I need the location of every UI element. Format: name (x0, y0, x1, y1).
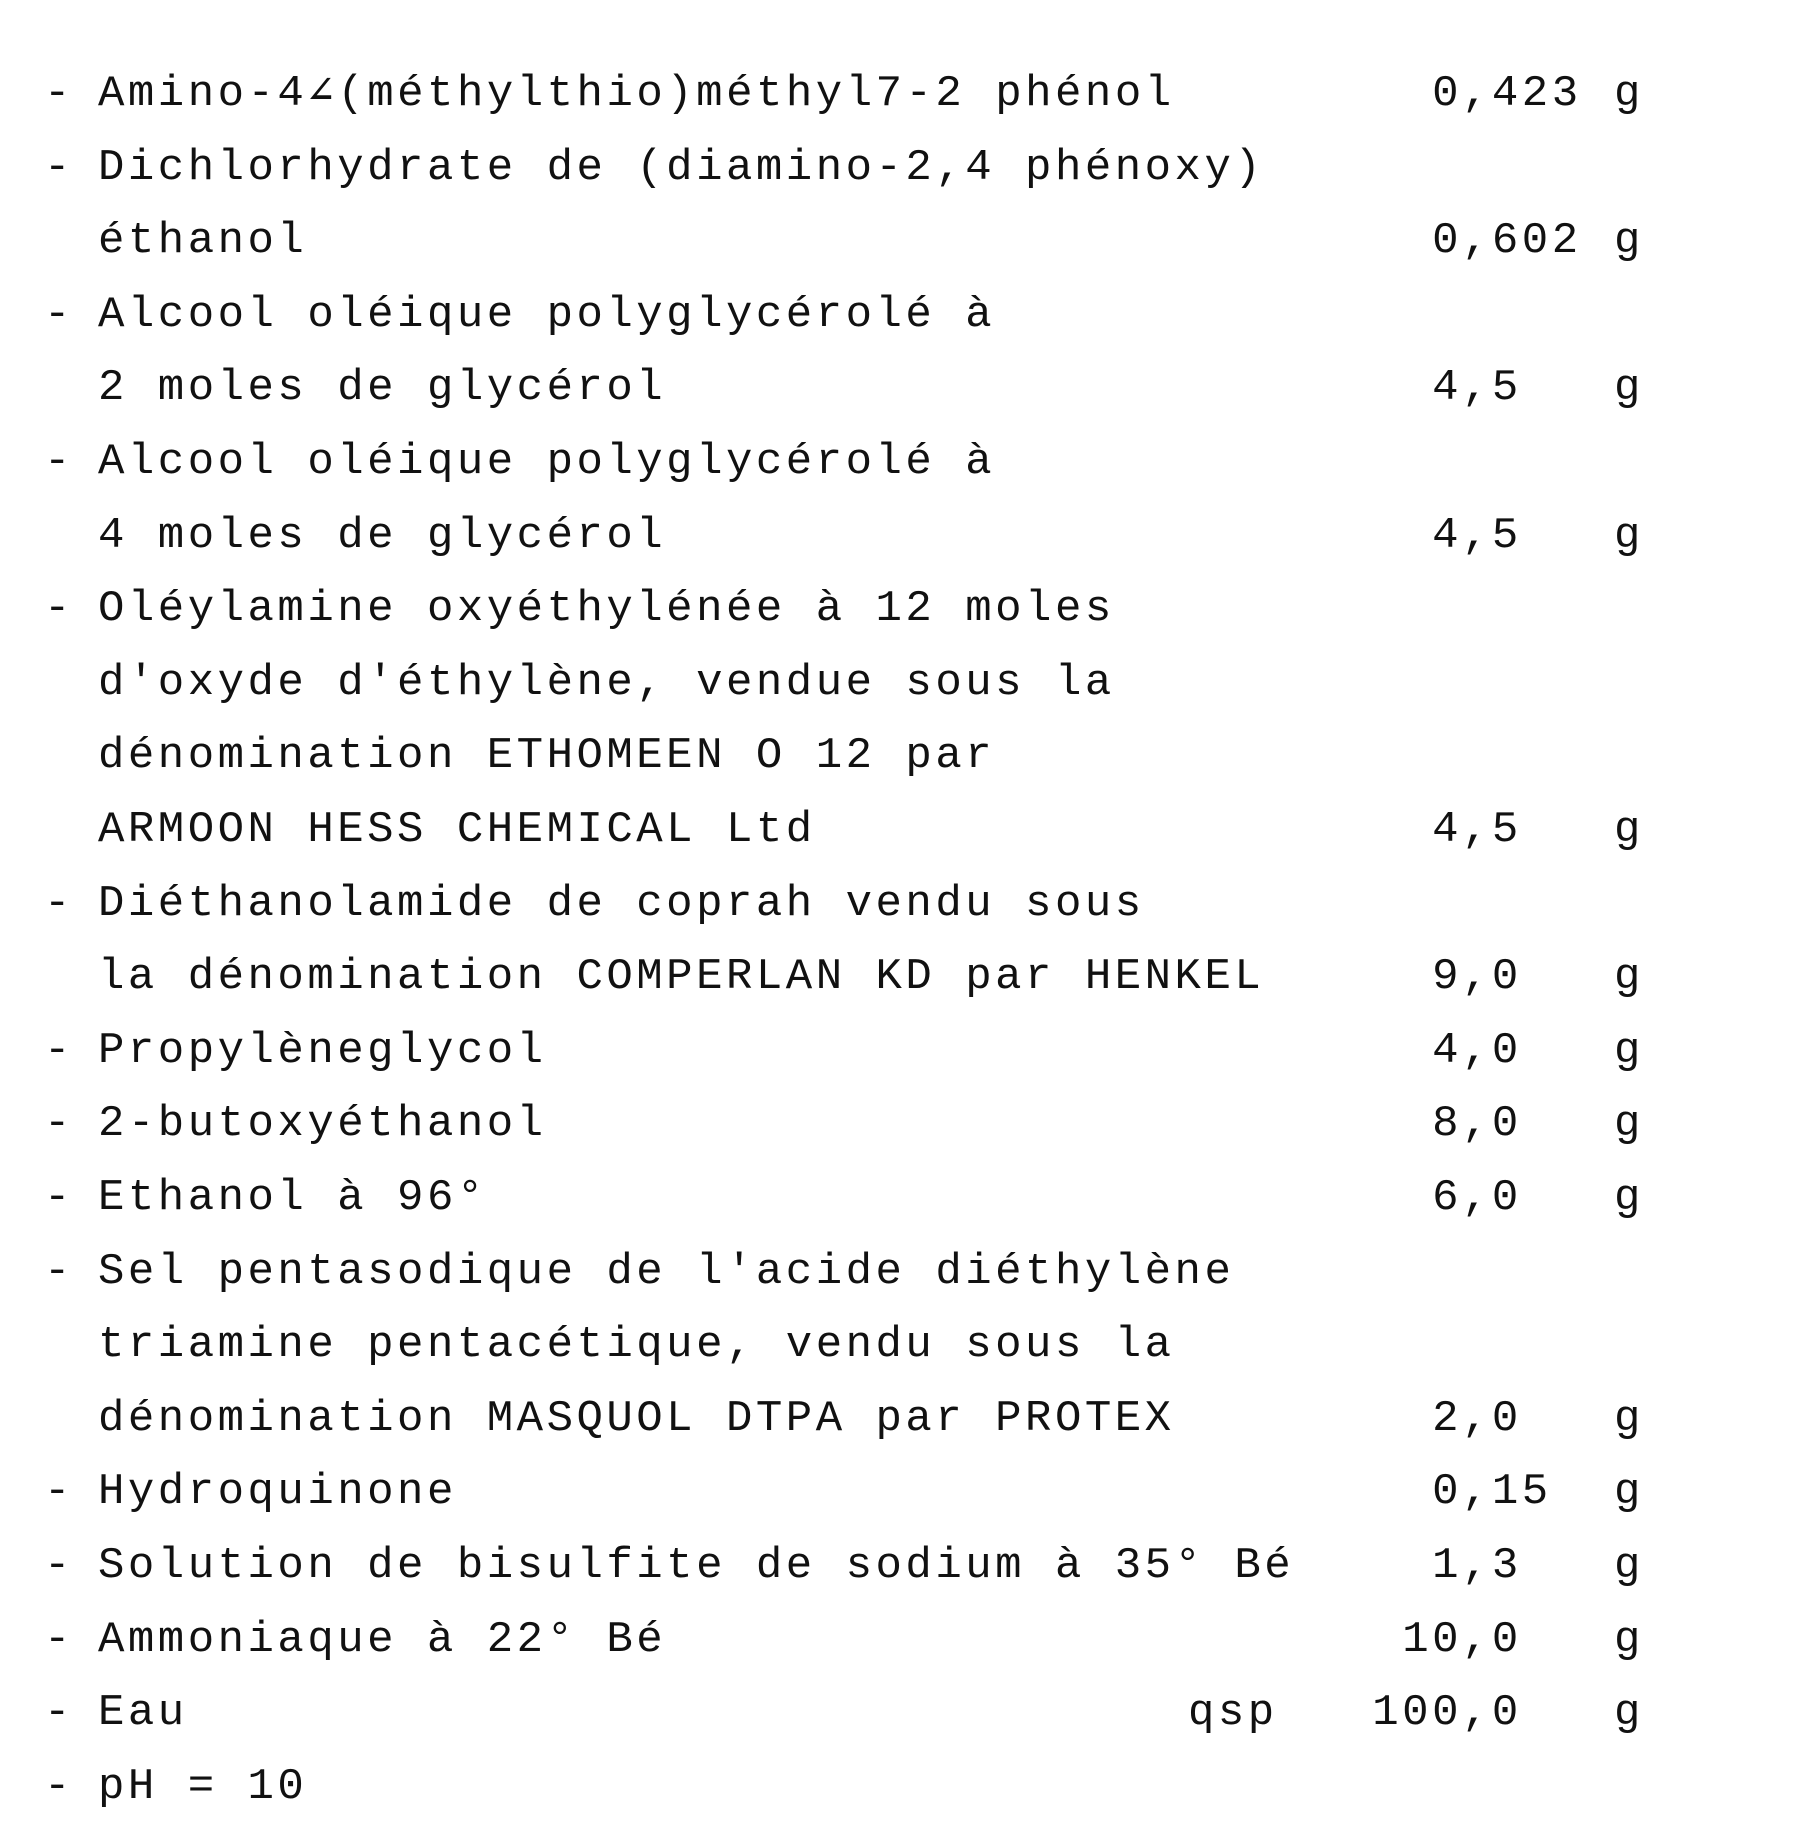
quantity-unit: g (1614, 57, 1644, 131)
ingredient-text: ARMOON HESS CHEMICAL Ltd (98, 793, 816, 867)
bullet-dash: - (44, 1750, 74, 1824)
ingredient-text: Alcool oléique polyglycérolé à (98, 425, 995, 499)
bullet-dash: - (44, 1603, 74, 1677)
bullet-dash: - (44, 278, 74, 352)
ingredient-line (0, 719, 1794, 793)
ingredient-line (0, 1603, 1794, 1677)
quantity-integer: 1 (1432, 1529, 1462, 1603)
ingredient-text: Alcool oléique polyglycérolé à (98, 278, 995, 352)
ingredient-text: Ethanol à 96° (98, 1161, 487, 1235)
quantity-unit: g (1614, 499, 1644, 573)
ingredient-text: Diéthanolamide de coprah vendu sous (98, 867, 1145, 941)
quantity-unit: g (1614, 1529, 1644, 1603)
ingredient-line (0, 1014, 1794, 1088)
quantity-unit: g (1614, 1455, 1644, 1529)
quantity-integer: 4 (1432, 793, 1462, 867)
ingredient-text: Eau (98, 1676, 188, 1750)
quantity-unit: g (1614, 1087, 1644, 1161)
bullet-dash: - (44, 1161, 74, 1235)
ingredient-line (0, 1676, 1794, 1750)
ingredient-text: Dichlorhydrate de (diamino-2,4 phénoxy) (98, 131, 1264, 205)
ingredient-text: dénomination ETHOMEEN O 12 par (98, 719, 995, 793)
ingredient-line (0, 278, 1794, 352)
ingredient-text: Amino-4∠(méthylthio)méthyl7-2 phénol (98, 57, 1175, 131)
ingredient-line (0, 940, 1794, 1014)
ingredient-line (0, 351, 1794, 425)
bullet-dash: - (44, 1014, 74, 1088)
ingredient-text: 2 moles de glycérol (98, 351, 666, 425)
bullet-dash: - (44, 425, 74, 499)
ingredient-line (0, 1161, 1794, 1235)
quantity-unit: g (1614, 940, 1644, 1014)
ingredient-text: pH = 10 (98, 1750, 307, 1824)
ingredient-text: éthanol (98, 204, 307, 278)
quantity-decimal: ,5 (1462, 499, 1522, 573)
ingredient-line (0, 1529, 1794, 1603)
ingredient-text: Propylèneglycol (98, 1014, 547, 1088)
ingredient-text: Sel pentasodique de l'acide diéthylène (98, 1235, 1234, 1309)
quantity-unit: g (1614, 1603, 1644, 1677)
ingredient-line (0, 499, 1794, 573)
ingredient-line (0, 57, 1794, 131)
ingredient-line (0, 1235, 1794, 1309)
quantity-decimal: ,423 (1462, 57, 1582, 131)
ingredient-text: Oléylamine oxyéthylénée à 12 moles (98, 572, 1115, 646)
ingredient-line (0, 204, 1794, 278)
quantity-integer: 4 (1432, 1014, 1462, 1088)
ingredient-text: 2-butoxyéthanol (98, 1087, 547, 1161)
bullet-dash: - (44, 131, 74, 205)
quantity-unit: g (1614, 204, 1644, 278)
quantity-decimal: ,0 (1462, 940, 1522, 1014)
ingredient-text: Solution de bisulfite de sodium à 35° Bé (98, 1529, 1294, 1603)
bullet-dash: - (44, 1676, 74, 1750)
quantity-unit: g (1614, 351, 1644, 425)
ingredient-text: Ammoniaque à 22° Bé (98, 1603, 666, 1677)
ingredient-text: la dénomination COMPERLAN KD par HENKEL (98, 940, 1264, 1014)
quantity-unit: g (1614, 793, 1644, 867)
qsp-label: qsp (1188, 1676, 1278, 1750)
quantity-integer: 0 (1432, 204, 1462, 278)
quantity-decimal: ,5 (1462, 793, 1522, 867)
ingredient-line (0, 1382, 1794, 1456)
quantity-unit: g (1614, 1161, 1644, 1235)
quantity-integer: 8 (1432, 1087, 1462, 1161)
ingredient-line (0, 1087, 1794, 1161)
quantity-integer: 4 (1432, 351, 1462, 425)
ingredient-line (0, 1308, 1794, 1382)
ingredient-text: 4 moles de glycérol (98, 499, 666, 573)
quantity-decimal: ,0 (1462, 1161, 1522, 1235)
ingredient-text: dénomination MASQUOL DTPA par PROTEX (98, 1382, 1175, 1456)
ingredient-text: triamine pentacétique, vendu sous la (98, 1308, 1175, 1382)
bullet-dash: - (44, 1087, 74, 1161)
quantity-decimal: ,15 (1462, 1455, 1552, 1529)
bullet-dash: - (44, 57, 74, 131)
quantity-integer: 9 (1432, 940, 1462, 1014)
ingredient-line (0, 793, 1794, 867)
quantity-integer: 6 (1432, 1161, 1462, 1235)
quantity-integer: 0 (1432, 57, 1462, 131)
quantity-unit: g (1614, 1014, 1644, 1088)
quantity-decimal: ,0 (1462, 1382, 1522, 1456)
quantity-integer: 10 (1402, 1603, 1462, 1677)
quantity-integer: 4 (1432, 499, 1462, 573)
quantity-decimal: ,602 (1462, 204, 1582, 278)
ingredient-line (0, 1750, 1794, 1824)
quantity-integer: 0 (1432, 1455, 1462, 1529)
quantity-decimal: ,5 (1462, 351, 1522, 425)
quantity-decimal: ,0 (1462, 1087, 1522, 1161)
quantity-unit: g (1614, 1382, 1644, 1456)
bullet-dash: - (44, 867, 74, 941)
bullet-dash: - (44, 1235, 74, 1309)
ingredient-line (0, 1455, 1794, 1529)
quantity-integer: 100 (1372, 1676, 1462, 1750)
ingredient-text: Hydroquinone (98, 1455, 457, 1529)
quantity-integer: 2 (1432, 1382, 1462, 1456)
quantity-decimal: ,0 (1462, 1676, 1522, 1750)
bullet-dash: - (44, 1529, 74, 1603)
bullet-dash: - (44, 572, 74, 646)
ingredient-text: d'oxyde d'éthylène, vendue sous la (98, 646, 1115, 720)
quantity-decimal: ,0 (1462, 1014, 1522, 1088)
ingredient-line (0, 572, 1794, 646)
ingredient-line (0, 867, 1794, 941)
ingredient-line (0, 425, 1794, 499)
bullet-dash: - (44, 1455, 74, 1529)
ingredient-line (0, 131, 1794, 205)
quantity-unit: g (1614, 1676, 1644, 1750)
ingredient-line (0, 646, 1794, 720)
quantity-decimal: ,3 (1462, 1529, 1522, 1603)
quantity-decimal: ,0 (1462, 1603, 1522, 1677)
